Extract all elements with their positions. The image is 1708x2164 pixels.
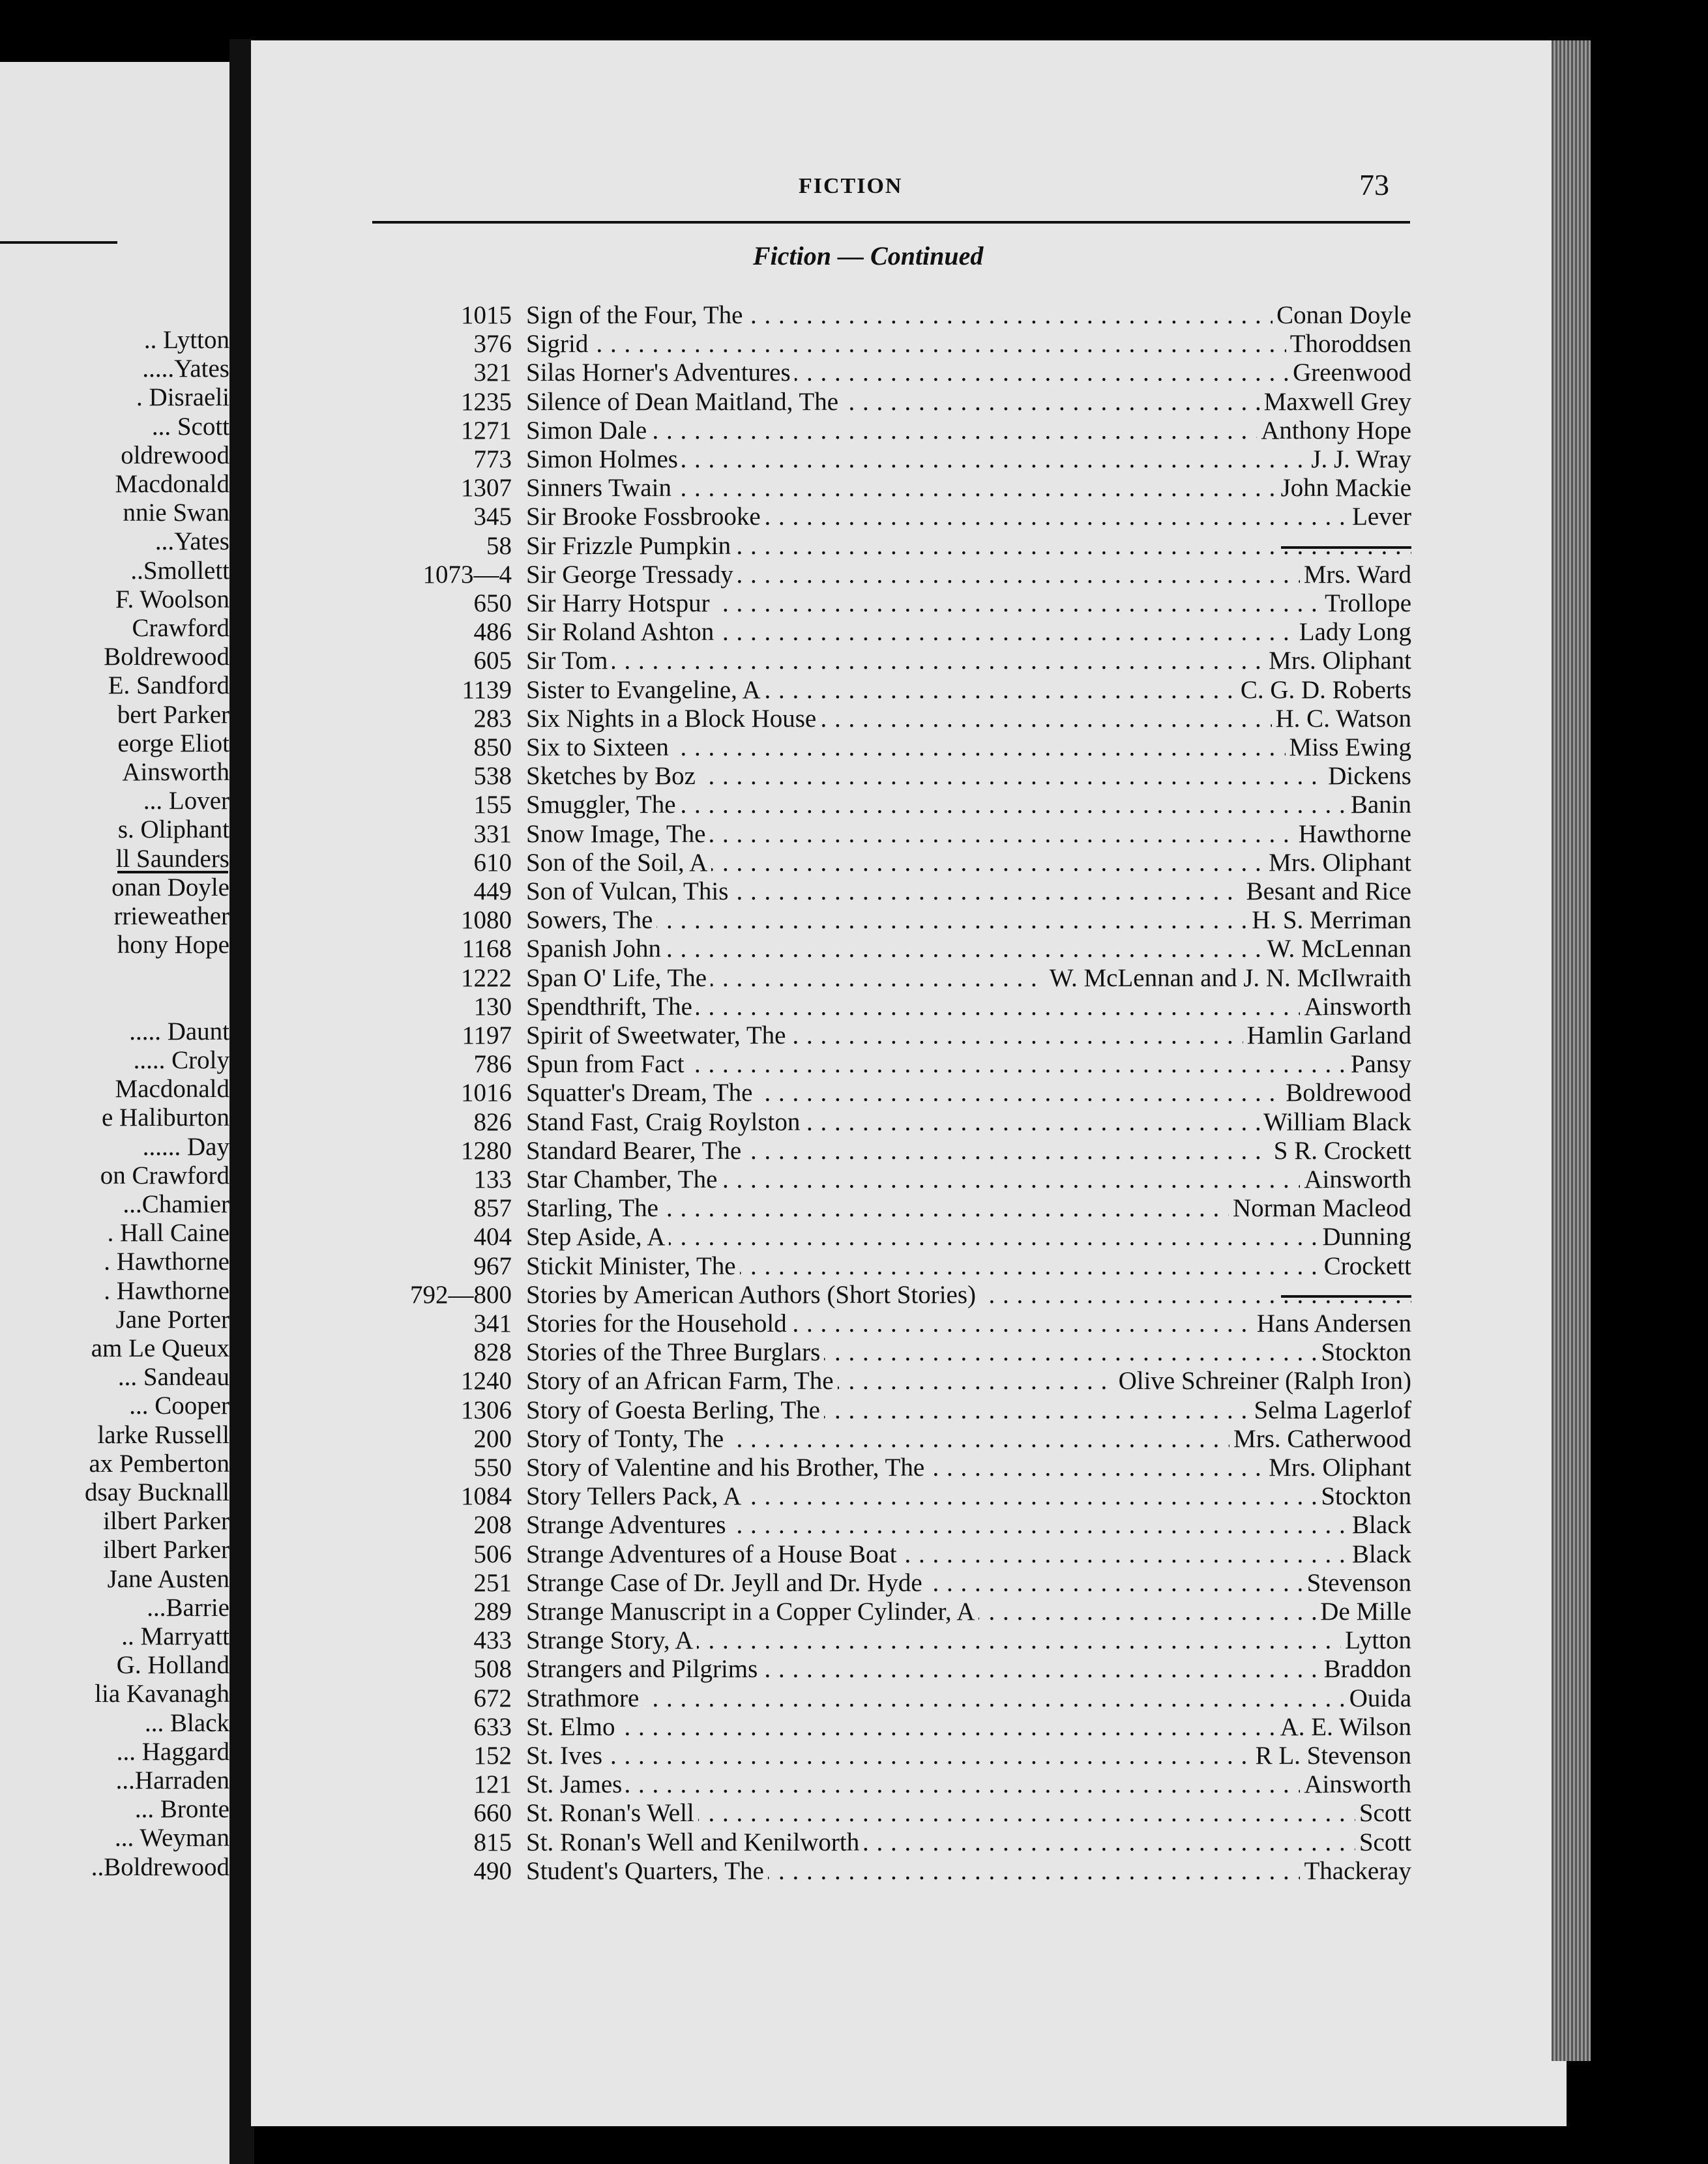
entry-title: Stories for the Household [526, 1309, 791, 1338]
left-page-fragment: Crawford [132, 614, 229, 642]
left-page-fragment: Boldrewood [104, 643, 229, 671]
catalog-entry [381, 676, 1411, 705]
entry-number: 1016 [461, 1079, 512, 1107]
entry-author: Besant and Rice [1243, 877, 1411, 906]
left-page-fragment: ... Haggard [116, 1737, 229, 1766]
left-page-fragment: ...Harraden [115, 1766, 229, 1794]
entry-author: Banin [1347, 791, 1411, 819]
catalog-entry [381, 1223, 1411, 1251]
entry-title: Spendthrift, The [526, 993, 696, 1021]
entry-number: 58 [486, 531, 512, 560]
catalog-entry [381, 1137, 1411, 1165]
entry-title: Silas Horner's Adventures [526, 358, 795, 387]
entry-author: Anthony Hope [1257, 417, 1411, 445]
entry-author: Mrs. Oliphant [1265, 647, 1411, 675]
left-page-fragment: .. Marryatt [121, 1622, 229, 1650]
entry-number: 538 [473, 762, 512, 791]
catalog-entry [381, 417, 1411, 445]
entry-title: Smuggler, The [526, 791, 680, 819]
entry-title: St. James [526, 1770, 626, 1799]
entry-author: Stockton [1317, 1338, 1411, 1367]
entry-number: 433 [473, 1626, 512, 1655]
entry-title: Sister to Evangeline, A [526, 676, 765, 705]
catalog-entry [381, 1770, 1411, 1799]
entry-title: Strange Case of Dr. Jeyll and Dr. Hyde [526, 1569, 926, 1598]
entry-number: 331 [473, 819, 512, 848]
entry-number: 133 [473, 1165, 512, 1193]
entry-author: Scott [1355, 1799, 1411, 1828]
entry-author: J. J. Wray [1307, 445, 1411, 474]
entry-title: Simon Dale [526, 417, 651, 445]
entry-number: 1240 [461, 1367, 512, 1396]
entry-number: 1073—4 [422, 560, 512, 589]
catalog-entry [381, 474, 1411, 503]
entry-author: Thoroddsen [1286, 330, 1411, 358]
entry-title: Story of Valentine and his Brother, The [526, 1454, 928, 1482]
catalog-entry [381, 330, 1411, 358]
entry-title: St. Ives [526, 1742, 606, 1770]
entry-title: Silence of Dean Maitland, The [526, 388, 842, 417]
catalog-entry [381, 1194, 1411, 1223]
entry-title: Spun from Fact [526, 1050, 688, 1079]
left-page-fragment: onan Doyle [111, 873, 229, 901]
dot-leader [526, 330, 1411, 358]
entry-number: 610 [473, 848, 512, 877]
entry-title: St. Elmo [526, 1713, 619, 1742]
catalog-entry [381, 1511, 1411, 1540]
entry-author: Trollope [1321, 589, 1411, 618]
entry-title: Spanish John [526, 935, 665, 963]
entry-number: 251 [473, 1568, 512, 1597]
entry-author: W. McLennan and J. N. McIlwraith [1046, 964, 1411, 993]
entry-title: Starling, The [526, 1194, 662, 1223]
catalog-entry [381, 388, 1411, 417]
entry-number: 1271 [461, 416, 512, 445]
left-page-fragment: ... Lover [143, 787, 229, 815]
catalog-entry [381, 906, 1411, 935]
entry-number: 1139 [462, 675, 512, 704]
entry-number: 208 [473, 1511, 512, 1540]
entry-author: H. C. Watson [1272, 705, 1411, 733]
left-page-fragment: ... Sandeau [117, 1363, 229, 1392]
entry-number: 828 [473, 1338, 512, 1367]
entry-title: Step Aside, A [526, 1223, 669, 1251]
left-page-rule [0, 241, 117, 244]
catalog-entry [381, 358, 1411, 387]
left-page-fragment: ... Scott [151, 412, 229, 441]
entry-author: S R. Crockett [1270, 1137, 1411, 1165]
entry-title: Sir Brooke Fossbrooke [526, 503, 765, 531]
catalog-entry [381, 1540, 1411, 1569]
entry-number: 650 [473, 589, 512, 617]
entry-number: 633 [473, 1712, 512, 1741]
entry-number: 506 [473, 1540, 512, 1568]
catalog-entry [381, 820, 1411, 849]
entry-title: Sign of the Four, The [526, 301, 746, 330]
entry-title: Strathmore [526, 1684, 643, 1713]
entry-number: 1306 [461, 1396, 512, 1424]
catalog-entry [381, 647, 1411, 675]
entry-title: Sketches by Boz [526, 762, 699, 791]
entry-number: 289 [473, 1598, 512, 1626]
entry-author: Black [1348, 1540, 1411, 1569]
entry-number: 857 [473, 1194, 512, 1223]
catalog-entry [381, 1367, 1411, 1396]
catalog-entry [381, 532, 1411, 561]
entry-title: Student's Quarters, The [526, 1857, 768, 1886]
entry-author: Ainsworth [1300, 1770, 1411, 1799]
entry-number: 850 [473, 733, 512, 761]
left-page-fragment: ax Pemberton [89, 1449, 229, 1478]
entry-author: Hamlin Garland [1243, 1021, 1411, 1050]
entry-number: 404 [473, 1223, 512, 1251]
entry-author: Pansy [1347, 1050, 1411, 1079]
left-page-fragment: .....Yates [142, 355, 229, 383]
left-page-fragment: Macdonald [115, 1075, 229, 1104]
left-page-fragment: larke Russell [97, 1420, 229, 1449]
entry-number: 967 [473, 1251, 512, 1280]
entry-author: Lever [1348, 503, 1411, 531]
entry-title: Strangers and Pilgrims [526, 1655, 761, 1684]
entry-author: Dickens [1324, 762, 1411, 791]
entry-author: W. McLennan [1263, 935, 1411, 963]
entry-title: Strange Manuscript in a Copper Cylinder, A [526, 1598, 979, 1626]
entry-title: Story of an African Farm, The [526, 1367, 838, 1396]
left-page-fragment: am Le Queux [91, 1334, 229, 1362]
catalog-entry [381, 849, 1411, 877]
entry-author: Lytton [1341, 1626, 1411, 1655]
catalog-entry [381, 964, 1411, 993]
catalog-entry [381, 1713, 1411, 1742]
entry-title: Sir Frizzle Pumpkin [526, 532, 735, 561]
left-page-fragment: Jane Porter [115, 1305, 229, 1334]
catalog-entry [381, 1684, 1411, 1713]
left-page-fragment: . Hawthorne [104, 1248, 229, 1276]
catalog-entry [381, 1252, 1411, 1281]
entry-title: Span O' Life, The [526, 964, 711, 993]
entry-title: Strange Story, A [526, 1626, 697, 1655]
entry-number: 1307 [461, 474, 512, 503]
entry-title: Sir George Tressady [526, 561, 737, 589]
left-page-fragment: s. Oliphant [117, 815, 229, 844]
entry-author: Selma Lagerlof [1250, 1396, 1411, 1425]
entry-title: Story Tellers Pack, A [526, 1482, 745, 1511]
entry-author: Mrs. Ward [1300, 561, 1411, 589]
entry-author: Hawthorne [1295, 820, 1411, 849]
entry-author: Black [1348, 1511, 1411, 1540]
entry-number: 121 [473, 1770, 512, 1799]
catalog-entry [381, 935, 1411, 963]
entry-number: 1235 [461, 387, 512, 416]
left-page-fragment: on Crawford [100, 1161, 229, 1190]
catalog-entry [381, 1828, 1411, 1857]
entry-title: St. Ronan's Well [526, 1799, 698, 1828]
left-page-fragment: ...Yates [155, 527, 229, 556]
entry-number: 672 [473, 1684, 512, 1712]
entry-number: 1197 [462, 1021, 512, 1049]
entry-title: Simon Holmes [526, 445, 682, 474]
entry-title: Strange Adventures [526, 1511, 730, 1540]
left-page-fragment: ...Barrie [147, 1593, 229, 1622]
catalog-entry [381, 1742, 1411, 1770]
dot-leader [526, 1770, 1411, 1799]
entry-number: 449 [473, 877, 512, 905]
catalog-entry [381, 1857, 1411, 1886]
entry-title: Sinners Twain [526, 474, 675, 503]
catalog-entry [381, 1079, 1411, 1107]
catalog-entry [381, 1799, 1411, 1828]
entry-title: Strange Adventures of a House Boat [526, 1540, 901, 1569]
left-page-fragment: ..Smollett [130, 556, 229, 585]
left-page-fragment: . Hawthorne [104, 1276, 229, 1305]
entry-title: Stickit Minister, The [526, 1252, 740, 1281]
entry-number: 773 [473, 445, 512, 473]
entry-author: Olive Schreiner (Ralph Iron) [1115, 1367, 1411, 1396]
entry-title: Stories by American Authors (Short Stories) [526, 1281, 980, 1309]
left-page-fragment: eorge Eliot [117, 729, 229, 757]
left-page-fragment: Jane Austen [107, 1564, 229, 1593]
left-page-fragment: ...Chamier [123, 1190, 229, 1218]
entry-title: Son of the Soil, A [526, 849, 711, 877]
left-page-fragment: ..Boldrewood [91, 1852, 229, 1881]
left-page-fragment: nnie Swan [123, 499, 229, 527]
left-page [0, 62, 229, 2164]
page-edges [1552, 40, 1591, 2061]
left-page-fragment: oldrewood [121, 441, 229, 469]
entry-author: Ouida [1346, 1684, 1411, 1713]
left-page-fragment: bert Parker [117, 700, 229, 729]
left-page-fragment: lia Kavanagh [95, 1680, 229, 1708]
entry-title: St. Ronan's Well and Kenilworth [526, 1828, 863, 1857]
catalog-entry [381, 1309, 1411, 1338]
entry-number: 321 [473, 358, 512, 387]
catalog-entry [381, 1482, 1411, 1511]
entry-title: Spirit of Sweetwater, The [526, 1021, 789, 1050]
entry-author: C. G. D. Roberts [1237, 676, 1411, 705]
catalog-entry [381, 993, 1411, 1021]
entry-title: Story of Tonty, The [526, 1425, 728, 1454]
catalog-entry [381, 1598, 1411, 1626]
catalog-entry [381, 445, 1411, 474]
entry-author: Thackeray [1300, 1857, 1411, 1886]
entry-number: 152 [473, 1742, 512, 1770]
entry-title: Standard Bearer, The [526, 1137, 745, 1165]
catalog-entry [381, 1108, 1411, 1137]
entry-number: 550 [473, 1454, 512, 1482]
entry-author: Boldrewood [1282, 1079, 1411, 1107]
entry-author: Norman Macleod [1229, 1194, 1411, 1223]
entry-number: 1080 [461, 906, 512, 935]
entry-author: William Black [1259, 1108, 1411, 1137]
entry-number: 826 [473, 1107, 512, 1136]
left-page-fragment: ... Black [145, 1708, 229, 1737]
entry-title: Sir Harry Hotspur [526, 589, 714, 618]
entry-title: Son of Vulcan, This [526, 877, 732, 906]
entry-author: De Mille [1316, 1598, 1411, 1626]
entry-number: 130 [473, 992, 512, 1021]
left-page-fragment: rrieweather [113, 902, 229, 930]
entry-author: John Mackie [1277, 474, 1411, 503]
entry-number: 283 [473, 704, 512, 733]
left-page-fragment: ... Bronte [134, 1795, 229, 1824]
entry-title: Story of Goesta Berling, The [526, 1396, 824, 1425]
author-dash [1281, 1295, 1411, 1298]
right-page [251, 40, 1567, 2126]
entry-number: 508 [473, 1655, 512, 1684]
entry-number: 792—800 [410, 1280, 512, 1309]
left-page-fragment: .. Lytton [143, 326, 229, 354]
left-page-fragment: dsay Bucknall [84, 1478, 229, 1506]
left-page-fragment: ..... Croly [133, 1046, 229, 1074]
entry-title: Stories of the Three Burglars [526, 1338, 824, 1367]
entry-author: Lady Long [1295, 618, 1411, 647]
catalog-entry [381, 1165, 1411, 1194]
catalog-entry [381, 705, 1411, 733]
entry-number: 605 [473, 647, 512, 675]
catalog-entry [381, 1454, 1411, 1482]
section-title: Fiction — Continued [753, 241, 984, 270]
catalog-entry [381, 1655, 1411, 1684]
catalog-entry [381, 1396, 1411, 1425]
catalog-entry [381, 1021, 1411, 1050]
entry-number: 1084 [461, 1482, 512, 1511]
entry-number: 155 [473, 791, 512, 819]
left-page-fragment: e Haliburton [101, 1104, 229, 1132]
entry-author: Crockett [1320, 1252, 1411, 1281]
entry-author: Dunning [1319, 1223, 1412, 1251]
left-page-fragment: G. Holland [116, 1651, 229, 1680]
entry-title: Sir Roland Ashton [526, 618, 718, 647]
entry-author: Hans Andersen [1253, 1309, 1411, 1338]
left-page-fragment: . Hall Caine [107, 1219, 229, 1248]
entry-author: Stevenson [1303, 1569, 1411, 1598]
entry-number: 1280 [461, 1136, 512, 1165]
catalog-entry [381, 1626, 1411, 1655]
entry-number: 490 [473, 1856, 512, 1885]
catalog-entry [381, 1338, 1411, 1367]
entry-author: Scott [1355, 1828, 1411, 1857]
catalog-entry [381, 1569, 1411, 1598]
author-dash [1281, 546, 1411, 549]
left-page-fragment: . Disraeli [136, 383, 229, 412]
entry-author: Maxwell Grey [1260, 388, 1411, 417]
entry-author: A. E. Wilson [1276, 1713, 1411, 1742]
entry-author: Mrs. Oliphant [1265, 1454, 1411, 1482]
entry-number: 376 [473, 330, 512, 358]
entry-number: 200 [473, 1424, 512, 1453]
entry-author: R L. Stevenson [1252, 1742, 1411, 1770]
entry-author: Mrs. Oliphant [1265, 849, 1411, 877]
left-page-fragment: ll Saunders [115, 844, 229, 873]
entry-author: Miss Ewing [1286, 733, 1411, 762]
entry-title: Star Chamber, The [526, 1165, 721, 1194]
entry-title: Six to Sixteen [526, 733, 673, 762]
catalog-entry [381, 503, 1411, 531]
catalog-entry [381, 733, 1411, 762]
entry-author: Conan Doyle [1273, 301, 1411, 330]
catalog-entry [381, 589, 1411, 618]
entry-author: Ainsworth [1300, 1165, 1411, 1194]
left-page-fragment: ... Cooper [129, 1392, 229, 1420]
page-number: 73 [1359, 168, 1389, 201]
catalog-entry [381, 791, 1411, 819]
entry-author: Ainsworth [1300, 993, 1411, 1021]
entry-number: 1015 [461, 301, 512, 329]
entry-author: Stockton [1317, 1482, 1411, 1511]
catalog-entry [381, 762, 1411, 791]
entry-number: 660 [473, 1799, 512, 1828]
left-page-fragment: ilbert Parker [103, 1536, 229, 1564]
entry-author: H. S. Merriman [1248, 906, 1411, 935]
catalog-entry [381, 1281, 1411, 1309]
catalog-entry [381, 301, 1411, 330]
entry-title: Stand Fast, Craig Roylston [526, 1108, 804, 1137]
entry-number: 1168 [462, 935, 512, 963]
entry-title: Sir Tom [526, 647, 612, 675]
entry-title: Squatter's Dream, The [526, 1079, 756, 1107]
entry-author: Mrs. Catherwood [1229, 1425, 1411, 1454]
dot-leader [526, 1684, 1411, 1713]
left-page-fragment: ilbert Parker [103, 1507, 229, 1536]
entry-title: Snow Image, The [526, 820, 709, 849]
entry-title: Sigrid [526, 330, 592, 358]
left-page-fragment: Ainsworth [122, 758, 229, 786]
catalog-entry [381, 618, 1411, 647]
entry-number: 486 [473, 618, 512, 647]
left-page-fragment: Macdonald [115, 470, 229, 498]
entry-author: Braddon [1320, 1655, 1411, 1684]
left-page-fragment: E. Sandford [108, 671, 229, 700]
left-page-fragment: ..... Daunt [129, 1017, 229, 1045]
catalog-entry [381, 561, 1411, 589]
entry-number: 815 [473, 1828, 512, 1856]
left-page-fragment: F. Woolson [115, 585, 229, 613]
left-page-fragment: ... Weyman [115, 1824, 229, 1852]
entry-author: Greenwood [1289, 358, 1411, 387]
entry-title: Sowers, The [526, 906, 656, 935]
catalog-entry [381, 877, 1411, 906]
entry-number: 786 [473, 1050, 512, 1079]
catalog-entry [381, 1425, 1411, 1454]
header-rule [372, 221, 1410, 224]
entry-number: 341 [473, 1309, 512, 1338]
entry-number: 1222 [461, 963, 512, 992]
entry-number: 345 [473, 503, 512, 531]
catalog-entry [381, 1050, 1411, 1079]
left-page-fragment: hony Hope [117, 931, 229, 959]
running-head: FICTION [799, 174, 903, 198]
left-page-fragment: ...... Day [142, 1132, 229, 1161]
entry-title: Six Nights in a Block House [526, 705, 820, 733]
